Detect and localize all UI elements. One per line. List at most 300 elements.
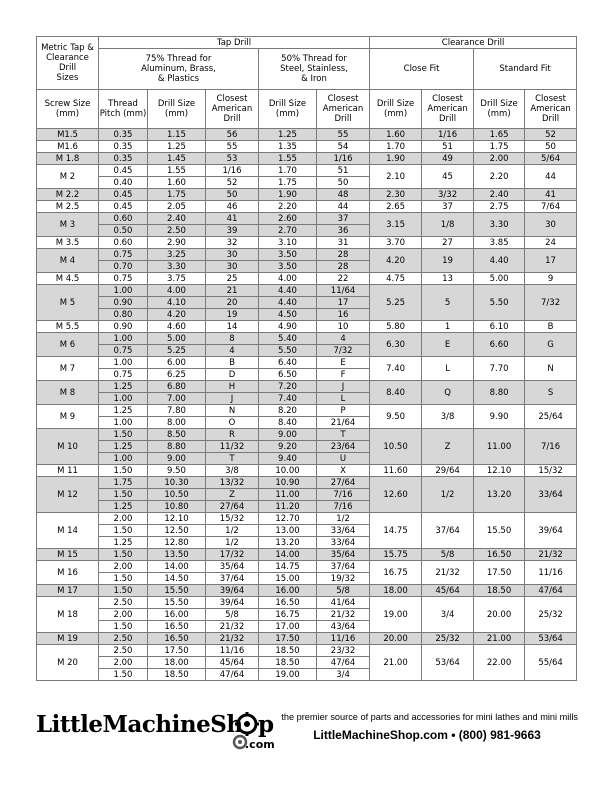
- thread-pitch-cell: 2.00: [99, 609, 148, 621]
- standard-fit-drill-cell: 1.75: [474, 141, 525, 153]
- table-row: [37, 249, 577, 261]
- drill-50-cell: 3.50: [259, 261, 317, 273]
- closest-50-cell: T: [317, 429, 370, 441]
- closest-75-cell: 3/8: [206, 465, 259, 477]
- closest-75-cell: 50: [206, 189, 259, 201]
- close-fit-closest-cell: L: [422, 357, 474, 381]
- drill-50-cell: 17.00: [259, 621, 317, 633]
- clearance-drill-header: Clearance Drill: [370, 37, 577, 49]
- closest-50-cell: 1/16: [317, 153, 370, 165]
- screw-size-cell: M 4.5: [37, 273, 99, 285]
- closest-75-cell: O: [206, 417, 259, 429]
- closest-50-cell: 7/32: [317, 345, 370, 357]
- drill-75-cell: 6.25: [148, 369, 206, 381]
- closest-50-cell: 23/64: [317, 441, 370, 453]
- closest-drill-header-close: [422, 90, 474, 129]
- drill-50-cell: 4.40: [259, 297, 317, 309]
- closest-75-cell: R: [206, 429, 259, 441]
- thread-50-line-3: & Iron: [301, 74, 327, 84]
- standard-fit-drill-cell: 20.00: [474, 597, 525, 633]
- drill-size-line-2: (mm): [383, 109, 408, 119]
- thread-pitch-cell: 0.75: [99, 273, 148, 285]
- drill-75-cell: 1.25: [148, 141, 206, 153]
- drill-75-cell: 9.00: [148, 453, 206, 465]
- drill-75-cell: 10.30: [148, 477, 206, 489]
- standard-fit-closest-cell: 24: [525, 237, 577, 249]
- table-row: [37, 129, 577, 141]
- drill-75-cell: 18.00: [148, 657, 206, 669]
- close-fit-closest-cell: 45: [422, 165, 474, 189]
- standard-fit-closest-cell: 53/64: [525, 633, 577, 645]
- closest-line-3: Drill: [542, 114, 560, 124]
- table-row: [37, 549, 577, 561]
- thread-pitch-cell: 1.00: [99, 417, 148, 429]
- closest-75-cell: 14: [206, 321, 259, 333]
- closest-drill-header-50: [317, 90, 370, 129]
- thread-pitch-line-2: Pitch (mm): [99, 109, 147, 119]
- thread-pitch-cell: 1.50: [99, 429, 148, 441]
- drill-50-cell: 4.00: [259, 273, 317, 285]
- close-fit-closest-cell: 51: [422, 141, 474, 153]
- closest-line-1: Closest: [327, 94, 359, 104]
- standard-fit-closest-cell: 15/32: [525, 465, 577, 477]
- drill-75-cell: 2.50: [148, 225, 206, 237]
- closest-line-3: Drill: [223, 114, 241, 124]
- closest-50-cell: 17: [317, 297, 370, 309]
- close-fit-drill-cell: 21.00: [370, 645, 422, 681]
- closest-75-cell: 11/32: [206, 441, 259, 453]
- closest-75-cell: 41: [206, 213, 259, 225]
- drill-75-cell: 4.10: [148, 297, 206, 309]
- closest-50-cell: L: [317, 393, 370, 405]
- screw-size-cell: M1.5: [37, 129, 99, 141]
- close-fit-closest-cell: 45/64: [422, 585, 474, 597]
- standard-fit-closest-cell: 55/64: [525, 645, 577, 681]
- closest-75-cell: 20: [206, 297, 259, 309]
- drill-size-header-75: [148, 90, 206, 129]
- table-row: [37, 213, 577, 225]
- thread-pitch-cell: 0.60: [99, 213, 148, 225]
- thread-pitch-cell: 2.50: [99, 633, 148, 645]
- standard-fit-drill-cell: 11.00: [474, 429, 525, 465]
- closest-75-cell: 39/64: [206, 585, 259, 597]
- thread-pitch-cell: 1.50: [99, 489, 148, 501]
- table-row: [37, 513, 577, 525]
- thread-pitch-cell: 0.50: [99, 225, 148, 237]
- close-fit-drill-cell: 2.10: [370, 165, 422, 189]
- close-fit-closest-cell: 29/64: [422, 465, 474, 477]
- thread-pitch-cell: 1.50: [99, 669, 148, 681]
- standard-fit-drill-cell: 2.75: [474, 201, 525, 213]
- drill-75-cell: 4.00: [148, 285, 206, 297]
- table-title: [37, 37, 99, 90]
- closest-50-cell: 37: [317, 213, 370, 225]
- thread-pitch-cell: 1.00: [99, 453, 148, 465]
- closest-line-3: Drill: [334, 114, 352, 124]
- standard-fit-drill-cell: 8.80: [474, 381, 525, 405]
- drill-size-line-1: Drill Size: [268, 99, 307, 109]
- close-fit-closest-cell: 1/8: [422, 213, 474, 237]
- standard-fit-closest-cell: 50: [525, 141, 577, 153]
- standard-fit-drill-cell: 3.85: [474, 237, 525, 249]
- close-fit-drill-cell: 12.60: [370, 477, 422, 513]
- drill-50-cell: 10.00: [259, 465, 317, 477]
- drill-size-header-standard: [474, 90, 525, 129]
- close-fit-drill-cell: 1.90: [370, 153, 422, 165]
- drill-75-cell: 7.80: [148, 405, 206, 417]
- standard-fit-closest-cell: 21/32: [525, 549, 577, 561]
- standard-fit-closest-cell: B: [525, 321, 577, 333]
- thread-pitch-cell: 1.25: [99, 381, 148, 393]
- closest-50-cell: 47/64: [317, 657, 370, 669]
- drill-50-cell: 10.90: [259, 477, 317, 489]
- closest-75-cell: 30: [206, 261, 259, 273]
- drill-75-cell: 7.00: [148, 393, 206, 405]
- standard-fit-drill-cell: 6.60: [474, 333, 525, 357]
- drill-50-cell: 16.75: [259, 609, 317, 621]
- logo-text-p: p: [258, 711, 274, 738]
- closest-75-cell: 55: [206, 141, 259, 153]
- closest-50-cell: 10: [317, 321, 370, 333]
- close-fit-closest-cell: 5: [422, 285, 474, 321]
- screw-size-cell: M 2.2: [37, 189, 99, 201]
- closest-50-cell: 54: [317, 141, 370, 153]
- table-row: [37, 381, 577, 393]
- standard-fit-drill-cell: 2.20: [474, 165, 525, 189]
- standard-fit-header: Standard Fit: [474, 49, 577, 90]
- drill-50-cell: 13.00: [259, 525, 317, 537]
- table-row: [37, 633, 577, 645]
- thread-pitch-cell: 0.35: [99, 141, 148, 153]
- thread-50-line-1: 50% Thread for: [281, 54, 347, 64]
- close-fit-drill-cell: 11.60: [370, 465, 422, 477]
- close-fit-closest-cell: Q: [422, 381, 474, 405]
- closest-50-cell: 33/64: [317, 525, 370, 537]
- footer: [36, 700, 576, 760]
- drill-50-cell: 2.70: [259, 225, 317, 237]
- closest-line-1: Closest: [432, 94, 464, 104]
- close-fit-closest-cell: 13: [422, 273, 474, 285]
- thread-pitch-cell: 1.00: [99, 285, 148, 297]
- thread-pitch-cell: 1.50: [99, 621, 148, 633]
- standard-fit-closest-cell: 44: [525, 165, 577, 189]
- thread-pitch-cell: 1.00: [99, 357, 148, 369]
- drill-50-cell: 16.00: [259, 585, 317, 597]
- close-fit-closest-cell: 3/8: [422, 405, 474, 429]
- closest-line-1: Closest: [216, 94, 248, 104]
- table-row: [37, 165, 577, 177]
- drill-50-cell: 4.40: [259, 285, 317, 297]
- close-fit-closest-cell: 37/64: [422, 513, 474, 549]
- closest-75-cell: 39: [206, 225, 259, 237]
- drill-50-cell: 7.20: [259, 381, 317, 393]
- screw-size-cell: M 3: [37, 213, 99, 237]
- drill-75-cell: 1.75: [148, 189, 206, 201]
- closest-75-cell: B: [206, 357, 259, 369]
- closest-75-cell: 5/8: [206, 609, 259, 621]
- closest-75-cell: 25: [206, 273, 259, 285]
- close-fit-closest-cell: 21/32: [422, 561, 474, 585]
- thread-50-line-2: Steel, Stainless,: [280, 64, 348, 74]
- drill-75-cell: 16.00: [148, 609, 206, 621]
- standard-fit-drill-cell: 9.90: [474, 405, 525, 429]
- drill-50-cell: 11.00: [259, 489, 317, 501]
- close-fit-closest-cell: 3/32: [422, 189, 474, 201]
- standard-fit-closest-cell: G: [525, 333, 577, 357]
- standard-fit-drill-cell: 2.00: [474, 153, 525, 165]
- close-fit-closest-cell: 53/64: [422, 645, 474, 681]
- drill-75-cell: 15.50: [148, 585, 206, 597]
- thread-pitch-cell: 2.00: [99, 657, 148, 669]
- table-row: [37, 561, 577, 573]
- close-fit-drill-cell: 14.75: [370, 513, 422, 549]
- standard-fit-drill-cell: 4.40: [474, 249, 525, 273]
- drill-50-cell: 1.35: [259, 141, 317, 153]
- drill-75-cell: 12.10: [148, 513, 206, 525]
- standard-fit-closest-cell: 25/32: [525, 597, 577, 633]
- drill-75-cell: 5.25: [148, 345, 206, 357]
- drill-50-cell: 2.20: [259, 201, 317, 213]
- close-fit-drill-cell: 9.50: [370, 405, 422, 429]
- drill-50-cell: 4.90: [259, 321, 317, 333]
- close-fit-header: Close Fit: [370, 49, 474, 90]
- standard-fit-closest-cell: 7/32: [525, 285, 577, 321]
- close-fit-drill-cell: 10.50: [370, 429, 422, 465]
- closest-75-cell: H: [206, 381, 259, 393]
- thread-pitch-cell: 1.25: [99, 537, 148, 549]
- drill-75-cell: 3.30: [148, 261, 206, 273]
- drill-50-cell: 18.50: [259, 645, 317, 657]
- thread-pitch-cell: 1.50: [99, 573, 148, 585]
- drill-50-cell: 7.40: [259, 393, 317, 405]
- screw-size-cell: M 8: [37, 381, 99, 405]
- screw-size-cell: M 6: [37, 333, 99, 357]
- drill-75-cell: 4.20: [148, 309, 206, 321]
- thread-75-header: [99, 49, 259, 90]
- closest-75-cell: 35/64: [206, 561, 259, 573]
- closest-line-2: American: [322, 104, 364, 114]
- thread-pitch-cell: 1.50: [99, 465, 148, 477]
- logo-text-com: .com: [245, 738, 275, 751]
- thread-pitch-cell: 2.00: [99, 561, 148, 573]
- thread-75-line-1: 75% Thread for: [145, 54, 212, 64]
- closest-50-cell: U: [317, 453, 370, 465]
- closest-50-cell: 27/64: [317, 477, 370, 489]
- screw-size-cell: M 17: [37, 585, 99, 597]
- close-fit-drill-cell: 2.30: [370, 189, 422, 201]
- drill-50-cell: 9.40: [259, 453, 317, 465]
- closest-50-cell: E: [317, 357, 370, 369]
- closest-75-cell: 30: [206, 249, 259, 261]
- closest-75-cell: J: [206, 393, 259, 405]
- drill-50-cell: 15.00: [259, 573, 317, 585]
- closest-75-cell: 21: [206, 285, 259, 297]
- drill-50-cell: 9.20: [259, 441, 317, 453]
- drill-75-cell: 1.60: [148, 177, 206, 189]
- close-fit-closest-cell: 5/8: [422, 549, 474, 561]
- standard-fit-drill-cell: 22.00: [474, 645, 525, 681]
- closest-75-cell: 1/2: [206, 537, 259, 549]
- screw-size-cell: M 2: [37, 165, 99, 189]
- standard-fit-drill-cell: 5.00: [474, 273, 525, 285]
- closest-75-cell: 45/64: [206, 657, 259, 669]
- drill-50-cell: 18.50: [259, 657, 317, 669]
- closest-50-cell: 7/16: [317, 501, 370, 513]
- standard-fit-drill-cell: 21.00: [474, 633, 525, 645]
- standard-fit-closest-cell: 7/64: [525, 201, 577, 213]
- screw-size-cell: M 11: [37, 465, 99, 477]
- thread-pitch-cell: 1.25: [99, 501, 148, 513]
- closest-50-cell: 5/8: [317, 585, 370, 597]
- table-body: [37, 129, 577, 681]
- drill-size-sheet: [36, 36, 576, 681]
- table-row: [37, 237, 577, 249]
- standard-fit-closest-cell: 52: [525, 129, 577, 141]
- close-fit-drill-cell: 3.70: [370, 237, 422, 249]
- screw-size-cell: M 16: [37, 561, 99, 585]
- thread-pitch-cell: 0.45: [99, 201, 148, 213]
- drill-50-cell: 14.75: [259, 561, 317, 573]
- drill-75-cell: 18.50: [148, 669, 206, 681]
- closest-75-cell: 32: [206, 237, 259, 249]
- close-fit-drill-cell: 3.15: [370, 213, 422, 237]
- drill-75-cell: 13.50: [148, 549, 206, 561]
- standard-fit-drill-cell: 16.50: [474, 549, 525, 561]
- table-row: [37, 585, 577, 597]
- close-fit-closest-cell: 19: [422, 249, 474, 273]
- table-row: [37, 189, 577, 201]
- drill-50-cell: 6.50: [259, 369, 317, 381]
- closest-50-cell: 36: [317, 225, 370, 237]
- drill-75-cell: 6.00: [148, 357, 206, 369]
- svg-text:.com: [245, 738, 275, 751]
- drill-75-cell: 4.60: [148, 321, 206, 333]
- standard-fit-drill-cell: 2.40: [474, 189, 525, 201]
- drill-75-cell: 8.50: [148, 429, 206, 441]
- close-fit-drill-cell: 4.75: [370, 273, 422, 285]
- contact-line: LittleMachineShop.com • (800) 981-9663: [313, 728, 541, 742]
- standard-fit-closest-cell: 47/64: [525, 585, 577, 597]
- drill-75-cell: 2.40: [148, 213, 206, 225]
- thread-pitch-cell: 1.50: [99, 525, 148, 537]
- closest-50-cell: 28: [317, 249, 370, 261]
- table-row: [37, 465, 577, 477]
- drill-75-cell: 8.00: [148, 417, 206, 429]
- closest-drill-header-standard: [525, 90, 577, 129]
- close-fit-drill-cell: 19.00: [370, 597, 422, 633]
- close-fit-drill-cell: 15.75: [370, 549, 422, 561]
- standard-fit-closest-cell: 7/16: [525, 429, 577, 465]
- standard-fit-drill-cell: 3.30: [474, 213, 525, 237]
- thread-pitch-cell: 1.50: [99, 585, 148, 597]
- table-row: [37, 645, 577, 657]
- closest-50-cell: 37/64: [317, 561, 370, 573]
- closest-75-cell: 52: [206, 177, 259, 189]
- drill-75-cell: 3.75: [148, 273, 206, 285]
- drill-75-cell: 5.00: [148, 333, 206, 345]
- drill-50-cell: 3.10: [259, 237, 317, 249]
- close-fit-drill-cell: 7.40: [370, 357, 422, 381]
- closest-50-cell: 7/16: [317, 489, 370, 501]
- title-line-2: Clearance Drill: [46, 53, 89, 73]
- closest-50-cell: 50: [317, 177, 370, 189]
- thread-75-line-2: Aluminum, Brass,: [141, 64, 216, 74]
- drill-size-line-2: (mm): [275, 109, 300, 119]
- title-line-1: Metric Tap &: [41, 43, 94, 53]
- drill-size-line-1: Drill Size: [376, 99, 415, 109]
- close-fit-drill-cell: 8.40: [370, 381, 422, 405]
- standard-fit-drill-cell: 7.70: [474, 357, 525, 381]
- screw-size-cell: M 3.5: [37, 237, 99, 249]
- standard-fit-closest-cell: 5/64: [525, 153, 577, 165]
- close-fit-closest-cell: Z: [422, 429, 474, 465]
- drill-size-line-1: Drill Size: [480, 99, 518, 109]
- drill-50-cell: 11.20: [259, 501, 317, 513]
- closest-50-cell: 1/2: [317, 513, 370, 525]
- closest-50-cell: 41/64: [317, 597, 370, 609]
- drill-50-cell: 16.50: [259, 597, 317, 609]
- standard-fit-drill-cell: 17.50: [474, 561, 525, 585]
- closest-75-cell: 19: [206, 309, 259, 321]
- drill-50-cell: 1.90: [259, 189, 317, 201]
- drill-75-cell: 2.90: [148, 237, 206, 249]
- drill-50-cell: 17.50: [259, 633, 317, 645]
- drill-50-cell: 19.00: [259, 669, 317, 681]
- closest-75-cell: 15/32: [206, 513, 259, 525]
- closest-50-cell: 11/16: [317, 633, 370, 645]
- closest-50-cell: 28: [317, 261, 370, 273]
- closest-50-cell: 23/32: [317, 645, 370, 657]
- closest-75-cell: Z: [206, 489, 259, 501]
- standard-fit-closest-cell: 33/64: [525, 477, 577, 513]
- closest-50-cell: 21/32: [317, 609, 370, 621]
- close-fit-closest-cell: 1: [422, 321, 474, 333]
- closest-75-cell: 53: [206, 153, 259, 165]
- drill-75-cell: 9.50: [148, 465, 206, 477]
- closest-50-cell: 11/64: [317, 285, 370, 297]
- closest-50-cell: P: [317, 405, 370, 417]
- drill-75-cell: 16.50: [148, 633, 206, 645]
- screw-size-cell: M 10: [37, 429, 99, 465]
- drill-size-header-50: [259, 90, 317, 129]
- thread-50-header: [259, 49, 370, 90]
- close-fit-closest-cell: 25/32: [422, 633, 474, 645]
- closest-75-cell: 11/16: [206, 645, 259, 657]
- table-row: [37, 333, 577, 345]
- thread-pitch-cell: 0.35: [99, 129, 148, 141]
- closest-50-cell: 4: [317, 333, 370, 345]
- table-row: [37, 153, 577, 165]
- drill-50-cell: 5.50: [259, 345, 317, 357]
- drill-50-cell: 6.40: [259, 357, 317, 369]
- standard-fit-closest-cell: 41: [525, 189, 577, 201]
- thread-pitch-cell: 0.40: [99, 177, 148, 189]
- thread-pitch-cell: 0.60: [99, 237, 148, 249]
- drill-50-cell: 1.70: [259, 165, 317, 177]
- closest-75-cell: 17/32: [206, 549, 259, 561]
- table-row: [37, 273, 577, 285]
- thread-pitch-cell: 0.75: [99, 369, 148, 381]
- close-fit-closest-cell: 1/16: [422, 129, 474, 141]
- close-fit-drill-cell: 1.60: [370, 129, 422, 141]
- drill-50-cell: 1.75: [259, 177, 317, 189]
- closest-line-1: Closest: [535, 94, 567, 104]
- screw-size-cell: M 14: [37, 513, 99, 549]
- drill-75-cell: 10.80: [148, 501, 206, 513]
- closest-50-cell: 3/4: [317, 669, 370, 681]
- table-row: [37, 201, 577, 213]
- screw-size-cell: M 12: [37, 477, 99, 513]
